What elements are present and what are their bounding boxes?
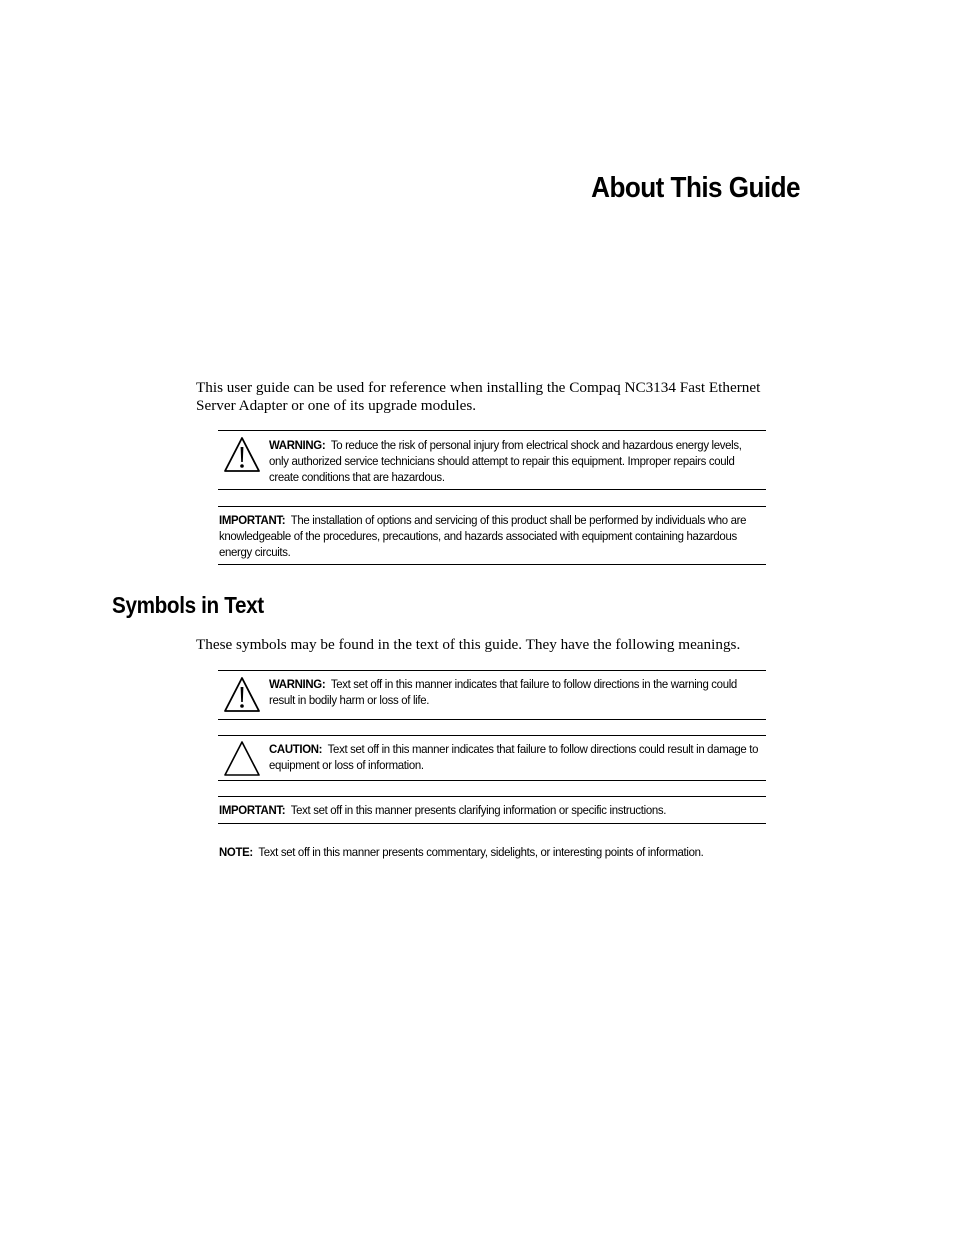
symbol-caution-body: Text set off in this manner indicates that failure to follow directions could result in damage to equipment or loss of information. [269,742,759,772]
chapter-title: About This Guide [591,172,800,204]
symbol-note-text [219,844,771,860]
important-notice-text [219,512,762,560]
symbol-warning-text [269,676,761,708]
symbol-warning-label: WARNING: [269,677,326,691]
symbol-important-box [218,796,766,824]
symbol-caution-label: CAUTION: [269,742,323,756]
symbol-caution-box [218,735,766,781]
symbol-note-label: NOTE: [219,845,253,859]
symbol-caution-text [269,741,761,773]
symbol-important-label: IMPORTANT: [219,803,286,817]
warning-triangle-icon [223,676,261,714]
symbol-note-body: Text set off in this manner presents commentary, sidelights, or interesting points of information. [258,845,704,859]
symbol-important-text [219,802,762,818]
symbol-warning-body: Text set off in this manner indicates that failure to follow directions in the warning could result in bodily harm or loss of life. [269,677,737,707]
warning-notice-box [218,430,766,490]
important-label: IMPORTANT: [219,513,286,527]
warning-label: WARNING: [269,438,326,452]
warning-body: To reduce the risk of personal injury from electrical shock and hazardous energy levels, only authorized service technicians should attempt to repair this equipment. Improper repairs could create conditions that are hazardous. [269,438,742,484]
section-heading: Symbols in Text [112,592,264,618]
symbols-intro-paragraph: These symbols may be found in the text of this guide. They have the following meanings. [196,636,741,653]
important-body: The installation of options and servicing of this product shall be performed by individuals who are knowledgeable of the procedures, precautions, and hazards associated with equipment containing hazardous energy circuits. [219,513,747,559]
important-notice-box [218,506,766,565]
symbol-important-body: Text set off in this manner presents clarifying information or specific instructions. [290,803,667,817]
caution-triangle-icon [223,740,261,778]
intro-paragraph: This user guide can be used for reference when installing the Compaq NC3134 Fast Ethernet Server Adapter or one of its upgrade modules. [196,379,761,414]
warning-notice-text [269,437,761,485]
warning-triangle-icon [223,436,261,474]
symbol-warning-box [218,670,766,720]
